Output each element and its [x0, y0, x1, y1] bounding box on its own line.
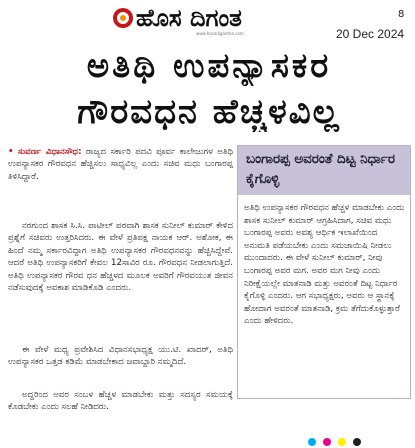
article-lead — [8, 146, 233, 183]
masthead-title: ಹೊಸ ದಿಗಂತ — [136, 4, 242, 32]
masthead-tagline: www.hosadigantha.com — [196, 31, 244, 36]
newspaper-logo — [112, 3, 242, 33]
bullet-icon: • — [8, 147, 14, 157]
article-paragraph: ಅದ್ದರಿಂದ ಅವರ ಸಂಬಳ ಹೆಚ್ಚಳ ಮಾಡಬೇಕು ಮತ್ತು ಸದಸ್ಯರ ಸಮಯಕ್ಕೆ ಕೊಡಬೇಕು ಎಂದು ಸಲಹೆ ನೀಡಿದರು. — [8, 390, 233, 413]
lead-text: ರಾಜ್ಯದ ಸರ್ಕಾರಿ ಪದವಿ ಪೂರ್ವ ಕಾಲೇಜುಗಳ ಅತಿಥಿ ಉಪನ್ಯಾಸಕರ ಗೌರವಧನ ಹೆಚ್ಚಿಸಲು ಸಾಧ್ಯವಿಲ್ಲ ಎಂದು ಸಚಿವ ಮಧು ಬಂಗಾರಪ್ಪ ತಿಳಿಸಿದ್ದಾರೆ. — [8, 147, 234, 182]
headline-line-1: ಅತಿಥಿ ಉಪನ್ಯಾಸಕರ — [86, 46, 332, 86]
sidebar-box — [237, 145, 411, 399]
issue-date: 20 Dec 2024 — [336, 27, 405, 41]
color-registration-marks — [308, 438, 361, 446]
article-paragraph: ಈ ವೇಳೆ ಮಧ್ಯ ಪ್ರವೇಶಿಸಿದ ವಿಧಾನಸಭಾಧ್ಯಕ್ಷ ಯು.ಟಿ. ಖಾದರ್, ಅತಿಥಿ ಉಪನ್ಯಾಸಕರ ಒತ್ತಡ ಕಡಿಮೆ ಮಾಡಬೇಕಾದ ಜವಾಬ್ದಾರಿ ನಮ್ಮದಿದೆ. — [8, 345, 233, 368]
article-paragraph: ನರಗುಂದ ಶಾಸಕ ಸಿ.ಸಿ. ಪಾಟೀಲ್ ಪರವಾಗಿ ಶಾಸಕ ಸುನೀಲ್ ಕುಮಾರ್ ಕೇಳಿದ ಪ್ರಶ್ನೆಗೆ ಸಚಿವರು ಉತ್ತರಿಸಿದರು. ಈ ವೇಳೆ ಪ್ರತಿಪಕ್ಷ ನಾಯಕ ಆರ್. ಅಶೋಕ, ಈ ಹಿಂದೆ ನಮ್ಮ ಸರ್ಕಾರವಿದ್ದಾಗ ಅತಿಥಿ ಉಪನ್ಯಾಸಕರ ಗೌರವಧನವನ್ನು ಹೆಚ್ಚಿಸಿದ್ದೇವೆ. ಆದರೆ ಅತಿಥಿ ಉಪನ್ಯಾಸಕರಿಗೆ ಕೇವಲ 12ಸಾವಿರ ರೂ. ಗೌರವಧನ ನೀಡಲಾಗುತ್ತಿದೆ. ಅತಿಥಿ ಉಪನ್ಯಾಸಕರ ಗೌರವ ಧನ ಹೆಚ್ಚಳದ ಮೂಲಕ ಅವರಿಗೆ ಗೌರವಯುತ ಜೀವನ ನಡೆಸುವುದಕ್ಕೆ ಅವಕಾಶ ಮಾಡಿಕೊಡಿ ಎಂದರು. — [8, 221, 233, 294]
headline-line-2: ಗೌರವಧನ ಹೆಚ್ಚಳವಿಲ್ಲ — [77, 92, 341, 132]
sidebar-header — [238, 146, 410, 195]
swatch-yellow — [338, 438, 346, 446]
byline-author: ಸುವರ್ಣ ವಿಧಾನಸೌಧ: — [17, 147, 82, 157]
swatch-black — [353, 438, 361, 446]
logo-emblem-icon — [112, 7, 134, 29]
masthead — [0, 0, 415, 40]
swatch-magenta — [323, 438, 331, 446]
swatch-cyan — [308, 438, 316, 446]
sidebar-body: ಅತಿಥಿ ಉಪನ್ಯಾಸಕರ ಗೌರವಧನ ಹೆಚ್ಚಳ ಮಾಡಬೇಕು ಎಂದು ಶಾಸಕ ಸುನೀಲ್ ಕುಮಾರ್ ಆಗ್ರಹಿಸಿದಾಗ, ಸಚಿವ ಮಧು ಬಂಗಾರಪ್ಪ ಅವರು ಅವಶ್ಯ ಆರ್ಥಿಕ ಇಲಾಖೆಯಿಂದ ಅನುಮತಿ ಪಡೆಯಬೇಕು ಎಂದು ಸಮಜಾಯಿಷಿ ನೀಡಲು ಮುಂದಾದರು. ಈ ವೇಳೆ ಸುನೀಲ್ ಕುಮಾರ್, ನೀವು ಬಂಗಾರಪ್ಪ ಅವರ ಮಗ. ಅವರ ಮಗ ನೀವು ಎಂದು ನಿರೀಕ್ಷೆಯಲ್ಲೇ ಮಾತನಾಡಿ ಮತ್ತು ಅವರಂತೆ ದಿಟ್ಟ ನಿರ್ಧಾರ ಕೈಗೊಳ್ಳಿ ಎಂದರು. ಆಗ ಸಭಾಧ್ಯಕ್ಷರು, ಅವರು ಆ ಸ್ಥಾನಕ್ಕೆ ಹೋದಾಗ ಅವರಂತೆ ಮಾತನಾಡಿ, ಕ್ರಮ ತೆಗೆದುಕೊಳ್ಳುತ್ತಾರೆ ಎಂದು ಹೇಳಿದರು. — [244, 203, 405, 327]
page-number: 8 — [398, 9, 405, 20]
sidebar-title: ಬಂಗಾರಪ್ಪ ಅವರಂತೆ ದಿಟ್ಟ ನಿರ್ಧಾರ ಕೈಗೊಳ್ಳಿ — [246, 152, 395, 187]
